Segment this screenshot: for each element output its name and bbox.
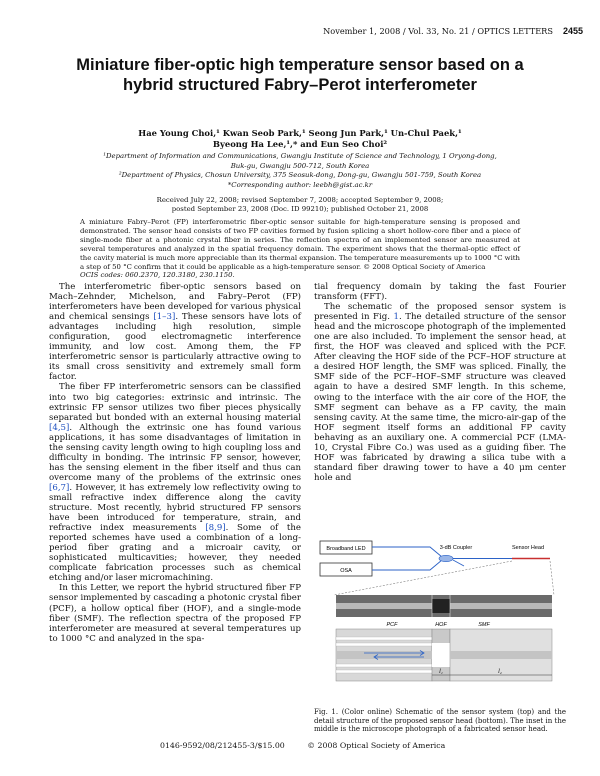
broadband-led-label: Broadband LED <box>326 546 366 552</box>
affiliation-1-cont: Buk-gu, Gwangju 500-712, South Korea <box>230 161 370 170</box>
figure-link[interactable]: 1 <box>393 312 399 323</box>
smf-label: SMF <box>478 622 490 628</box>
paragraph <box>49 282 301 382</box>
fiber-osa <box>372 560 442 570</box>
article-title: Miniature fiber-optic high temperature sensor based on a hybrid structured Fabry–Perot interferometer <box>76 56 524 94</box>
affiliation-2: ²Department of Physics, Chosun University, 375 Seosuk-dong, Dong-gu, Gwangju 501-759, South Korea <box>118 171 482 180</box>
smf-core <box>450 651 552 659</box>
citation-link[interactable]: [1–3] <box>153 312 176 323</box>
page-footer <box>150 741 450 750</box>
publication-dates <box>100 196 500 214</box>
cavity-l2-label: l₂ <box>498 669 502 675</box>
abstract <box>80 218 520 280</box>
ocis-codes: OCIS codes: 060.2370, 120.3180, 230.1150. <box>80 271 235 280</box>
coupler-label: 3-dB Coupler <box>439 545 473 551</box>
paragraph <box>314 302 566 483</box>
abstract-text: A miniature Fabry–Perot (FP) interferometric fiber-optic sensor suitable for high-temperature sensing is proposed and demonstrated. The sensor head consists of two FP cavities formed by fusion splicing a short hollow-core fiber and a piece of single-mode fiber at a photonic crystal fiber in series. The reflection spectra of an implemented sensor are measured at several temperatures and analyzed in the spatial frequency domain. The experiment shows that the thermal-optic effect of the cavity material is much more appreciable than its thermal expansion. The temperature measurements up to 1000 °C with a step of 50 °C confirm that it could be applicable as a high-temperature sensor. © 2008 Optical Society of America <box>80 218 520 271</box>
authors-line-2: Byeong Ha Lee,¹,* and Eun Seo Choi² <box>212 139 388 149</box>
article-code: 0146-9592/08/212455-3/$15.00 <box>160 741 285 750</box>
running-header <box>283 26 583 36</box>
left-column <box>49 282 301 644</box>
cavity-l1-label: l₁ <box>439 669 443 675</box>
corresponding-author: *Corresponding author: leebh@gist.ac.kr <box>227 180 373 189</box>
text-span: . However, it has extremely low reflectivity owing to small refractive index difference along the cavity structure. Most recently, hybrid structured FP sensors have been introduced for temperature, strain, and refractive index measurements <box>49 482 301 534</box>
figure-1 <box>314 533 566 701</box>
hof-label: HOF <box>435 622 447 628</box>
text-span: The interferometric fiber-optic sensors based on Mach–Zehnder, Michelson, and Fabry–Perot (FP) interferometers have been developed for various physical and chemical sensings <box>49 282 301 323</box>
citation-link[interactable]: [4,5] <box>49 422 70 433</box>
author-list <box>95 128 505 150</box>
paragraph <box>49 382 301 583</box>
right-column <box>314 282 566 483</box>
journal-info: November 1, 2008 / Vol. 33, No. 21 / OPTICS LETTERS <box>323 26 553 36</box>
fiber-led <box>372 547 442 557</box>
text-span: The fiber FP interferometric sensors can be classified into two big categories: extrinsic and intrinsic. The extrinsic FP sensor utilizes two fiber pieces physically separated but bonded with an external housing material <box>49 382 301 423</box>
paragraph: In this Letter, we report the hybrid structured fiber FP sensor implemented by cascading a photonic crystal fiber (PCF), a hollow optical fiber (HOF), and a single-mode fiber (SMF). The reflection spectra of the proposed FP interferometer are measured at several temperatures up to 1000 °C and analyzed in the spa- <box>49 583 301 644</box>
paragraph-continued: tial frequency domain by taking the fast Fourier transform (FFT). <box>314 282 566 303</box>
dates-line-1: Received July 22, 2008; revised September 7, 2008; accepted September 9, 2008; <box>156 196 444 204</box>
hof-air-core <box>432 643 450 667</box>
text-span: The schematic of the proposed sensor system is presented in Fig. <box>314 302 566 323</box>
text-span: . Some of the reported schemes have used a combination of a long-period fiber grating and a microair cavity, or sophisticated multicavities; however, they needed complicate fabrication processes such as chemical etching and/or laser micromachining. <box>49 523 302 584</box>
fiber-end-coupler <box>453 560 464 566</box>
pcf-label: PCF <box>386 622 398 628</box>
zoom-line <box>550 561 554 595</box>
text-span: . These sensors have lots of advantages including high resolution, simple configuration, good electromagnetic interference immunity, and low cost. Among them, the FP interferometric sensor is particularly attractive owing to its small cross sensitivity and extremely small form factor. <box>49 312 301 383</box>
page-number: 2455 <box>562 26 583 36</box>
osa-label: OSA <box>340 568 352 574</box>
dates-line-2: posted September 23, 2008 (Doc. ID 99210); published October 21, 2008 <box>171 205 429 213</box>
citation-link[interactable]: [6,7] <box>49 482 70 493</box>
coupler <box>439 555 453 561</box>
citation-link[interactable]: [8,9] <box>205 523 226 534</box>
figure-caption: Fig. 1. (Color online) Schematic of the sensor system (top) and the detail structure of the proposed sensor head (bottom). The inset in the middle is the microscope photograph of a fabricated sensor head. <box>314 708 566 734</box>
sensor-head-label: Sensor Head <box>511 545 545 551</box>
authors-line-1: Hae Young Choi,¹ Kwan Seob Park,¹ Seong Jun Park,¹ Un-Chul Paek,¹ <box>138 128 462 138</box>
text-span: . The detailed structure of the sensor head and the microscope photograph of the implemented one are also included. To implement the sensor head, at first, the HOF was cleaved and spliced with the PCF. After cleaving the HOF side of the PCF–HOF structure at a desired HOF length, the SMF was spliced. Finally, the SMF side of the PCF–HOF–SMF structure was cleaved again to have a desired SMF length. In this scheme, owing to the interface with the air core of the HOF, the SMF segment can behave as a FP cavity, the main sensing cavity. At the same time, the micro-air-gap of the HOF segment itself forms an additional FP cavity behaving as an auxiliary one. A commercial PCF (LMA-10, Crystal Fibre Co.) was used as a guiding fiber. The HOF was fabricated by drawing a silica tube with a standard fiber drawing tower to have a 40 μm center hole and <box>314 312 566 483</box>
copyright: © 2008 Optical Society of America <box>307 741 446 750</box>
affiliations <box>85 152 515 190</box>
pcf-core <box>336 651 432 659</box>
photo-hof-gap <box>432 599 450 613</box>
affiliation-1: ¹Department of Information and Communications, Gwangju Institute of Science and Technology, 1 Oryong-dong, <box>103 152 497 160</box>
text-span: . Although the extrinsic one has found various applications, it has some disadvantages of limitation in the sensing cavity length owing to high coupling loss and difficulty in bonding. The intrinsic FP sensor, however, has the sensing element in the fiber itself and thus can overcome many of the problems of the extrinsic ones <box>49 422 301 483</box>
